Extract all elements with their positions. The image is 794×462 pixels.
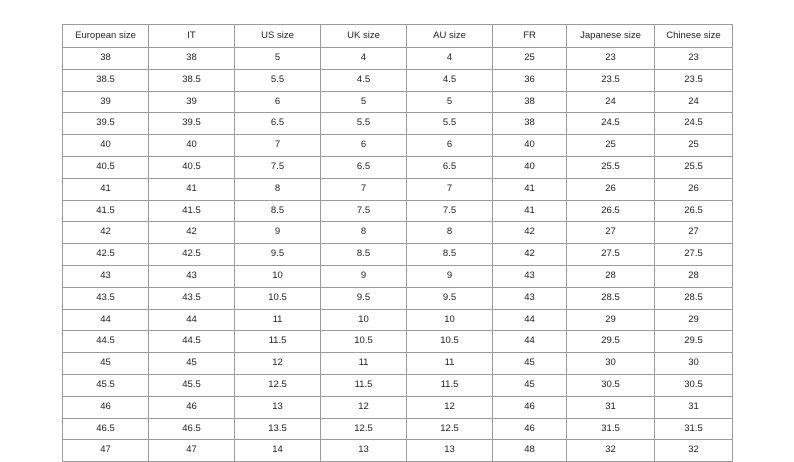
table-cell: 42.5 [149,244,235,266]
table-cell: 44 [149,309,235,331]
table-cell: 41 [63,178,149,200]
table-cell: 43.5 [63,287,149,309]
table-body [63,48,733,462]
table-row [63,353,733,375]
table-cell: 46 [149,396,235,418]
table-cell: 27.5 [655,244,733,266]
table-cell: 4 [407,48,493,70]
table-cell: 11 [235,309,321,331]
table-cell: 38 [149,48,235,70]
table-cell: 10.5 [321,331,407,353]
table-cell: 13.5 [235,418,321,440]
table-cell: 12.5 [235,374,321,396]
table-cell: 43 [493,265,567,287]
table-cell: 4.5 [321,69,407,91]
table-cell: 8.5 [235,200,321,222]
column-header: Japanese size [567,25,655,48]
table-cell: 11.5 [235,331,321,353]
table-cell: 10 [407,309,493,331]
table-cell: 10.5 [407,331,493,353]
table-cell: 30.5 [567,374,655,396]
table-cell: 6.5 [407,156,493,178]
table-cell: 28 [655,265,733,287]
table-row [63,244,733,266]
table-cell: 46 [63,396,149,418]
table-cell: 4.5 [407,69,493,91]
table-cell: 9.5 [407,287,493,309]
table-cell: 44.5 [63,331,149,353]
table-cell: 46 [493,396,567,418]
size-conversion-table [62,24,733,462]
table-cell: 9.5 [235,244,321,266]
table-cell: 39.5 [149,113,235,135]
table-cell: 5 [407,91,493,113]
table-cell: 8.5 [407,244,493,266]
table-cell: 41.5 [63,200,149,222]
table-cell: 45 [493,353,567,375]
table-cell: 10 [235,265,321,287]
table-row [63,287,733,309]
column-header: UK size [321,25,407,48]
table-row [63,48,733,70]
table-cell: 11.5 [407,374,493,396]
table-row [63,418,733,440]
table-cell: 8.5 [321,244,407,266]
table-cell: 11 [407,353,493,375]
column-header: FR [493,25,567,48]
table-cell: 6 [321,135,407,157]
table-cell: 28.5 [655,287,733,309]
table-cell: 30 [655,353,733,375]
table-cell: 42 [63,222,149,244]
table-cell: 29.5 [655,331,733,353]
table-cell: 40 [493,135,567,157]
table-cell: 6 [407,135,493,157]
table-cell: 9 [321,265,407,287]
table-cell: 40 [493,156,567,178]
table-cell: 23.5 [655,69,733,91]
table-cell: 29 [655,309,733,331]
table-cell: 45 [63,353,149,375]
table-cell: 26.5 [567,200,655,222]
table-cell: 11 [321,353,407,375]
table-cell: 32 [567,440,655,462]
table-cell: 5.5 [321,113,407,135]
table-cell: 40 [149,135,235,157]
table-cell: 23 [567,48,655,70]
size-conversion-table-container [62,24,732,462]
table-row [63,178,733,200]
table-cell: 38.5 [63,69,149,91]
table-cell: 44.5 [149,331,235,353]
table-cell: 13 [235,396,321,418]
table-cell: 9 [407,265,493,287]
table-cell: 31 [567,396,655,418]
table-cell: 9 [235,222,321,244]
table-cell: 31.5 [567,418,655,440]
table-cell: 46.5 [63,418,149,440]
table-cell: 10.5 [235,287,321,309]
table-cell: 43 [149,265,235,287]
table-cell: 42 [493,222,567,244]
table-cell: 46 [493,418,567,440]
table-cell: 13 [407,440,493,462]
table-cell: 7.5 [235,156,321,178]
table-cell: 12 [407,396,493,418]
table-cell: 43 [493,287,567,309]
table-cell: 41 [493,178,567,200]
table-cell: 43 [63,265,149,287]
table-cell: 42 [493,244,567,266]
table-cell: 26 [655,178,733,200]
table-cell: 12 [235,353,321,375]
table-cell: 42.5 [63,244,149,266]
table-cell: 36 [493,69,567,91]
table-cell: 25 [567,135,655,157]
table-cell: 41.5 [149,200,235,222]
table-cell: 46.5 [149,418,235,440]
table-cell: 41 [493,200,567,222]
table-cell: 32 [655,440,733,462]
table-cell: 47 [63,440,149,462]
table-row [63,331,733,353]
table-row [63,222,733,244]
table-cell: 38 [493,91,567,113]
table-cell: 45.5 [149,374,235,396]
table-cell: 7.5 [321,200,407,222]
table-cell: 24.5 [655,113,733,135]
table-cell: 6.5 [321,156,407,178]
table-cell: 29 [567,309,655,331]
table-row [63,156,733,178]
table-cell: 14 [235,440,321,462]
table-row [63,69,733,91]
table-cell: 7 [321,178,407,200]
table-header-row [63,25,733,48]
table-cell: 40.5 [149,156,235,178]
table-cell: 25 [493,48,567,70]
table-cell: 38 [63,48,149,70]
table-cell: 12.5 [407,418,493,440]
table-row [63,265,733,287]
table-cell: 43.5 [149,287,235,309]
table-cell: 39 [63,91,149,113]
table-cell: 42 [149,222,235,244]
table-cell: 39.5 [63,113,149,135]
table-row [63,91,733,113]
table-cell: 8 [235,178,321,200]
table-cell: 41 [149,178,235,200]
table-cell: 8 [321,222,407,244]
table-row [63,309,733,331]
table-cell: 25.5 [567,156,655,178]
table-cell: 48 [493,440,567,462]
table-cell: 23 [655,48,733,70]
table-row [63,113,733,135]
table-cell: 7.5 [407,200,493,222]
table-cell: 27.5 [567,244,655,266]
table-cell: 30.5 [655,374,733,396]
table-cell: 27 [655,222,733,244]
table-row [63,396,733,418]
table-cell: 6.5 [235,113,321,135]
table-cell: 5 [235,48,321,70]
table-cell: 9.5 [321,287,407,309]
table-cell: 25 [655,135,733,157]
table-cell: 7 [407,178,493,200]
table-cell: 12 [321,396,407,418]
table-cell: 38 [493,113,567,135]
table-cell: 23.5 [567,69,655,91]
table-cell: 30 [567,353,655,375]
table-cell: 40.5 [63,156,149,178]
table-cell: 44 [63,309,149,331]
table-cell: 31 [655,396,733,418]
table-cell: 31.5 [655,418,733,440]
table-cell: 10 [321,309,407,331]
table-row [63,135,733,157]
column-header: European size [63,25,149,48]
table-cell: 38.5 [149,69,235,91]
table-cell: 45 [149,353,235,375]
table-cell: 24.5 [567,113,655,135]
table-cell: 26 [567,178,655,200]
column-header: Chinese size [655,25,733,48]
table-cell: 47 [149,440,235,462]
column-header: US size [235,25,321,48]
column-header: AU size [407,25,493,48]
table-cell: 45.5 [63,374,149,396]
table-cell: 7 [235,135,321,157]
table-header [63,25,733,48]
table-cell: 40 [63,135,149,157]
table-cell: 24 [567,91,655,113]
table-cell: 4 [321,48,407,70]
table-cell: 28 [567,265,655,287]
table-cell: 5.5 [235,69,321,91]
table-cell: 39 [149,91,235,113]
table-row [63,200,733,222]
table-cell: 26.5 [655,200,733,222]
table-cell: 44 [493,309,567,331]
table-row [63,440,733,462]
table-cell: 24 [655,91,733,113]
table-cell: 12.5 [321,418,407,440]
table-cell: 45 [493,374,567,396]
table-cell: 25.5 [655,156,733,178]
table-row [63,374,733,396]
table-cell: 5 [321,91,407,113]
table-cell: 27 [567,222,655,244]
table-cell: 6 [235,91,321,113]
table-cell: 8 [407,222,493,244]
column-header: IT [149,25,235,48]
table-cell: 28.5 [567,287,655,309]
table-cell: 13 [321,440,407,462]
table-cell: 44 [493,331,567,353]
table-cell: 29.5 [567,331,655,353]
table-cell: 11.5 [321,374,407,396]
table-cell: 5.5 [407,113,493,135]
